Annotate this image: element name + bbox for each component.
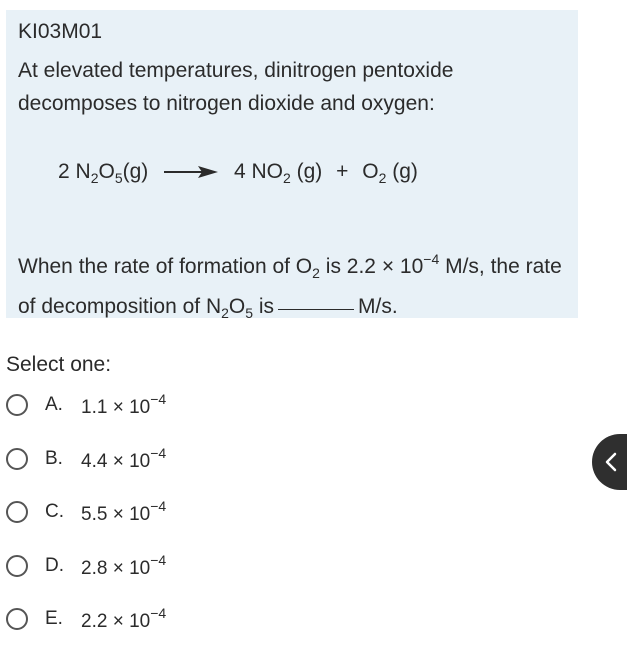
option-a[interactable]: A. $1.1 \times 10^{-4}$ — [6, 390, 166, 420]
reaction-arrow-icon — [162, 165, 220, 179]
radio-button[interactable] — [6, 608, 28, 630]
option-c[interactable]: C. $5.5 \times 10^{-4}$ — [6, 497, 166, 527]
question-prompt: When the rate of formation of $O_2$ is $2.2 \times 10^{-4}$ M/s, the rate of decomposition of $N_2O_5$ is M/s. — [18, 251, 562, 321]
radio-button[interactable] — [6, 394, 28, 416]
side-nav-toggle[interactable] — [592, 434, 627, 490]
radio-button[interactable] — [6, 448, 28, 470]
option-b[interactable]: B. $4.4 \times 10^{-4}$ — [6, 444, 166, 474]
option-d[interactable]: D. $2.8 \times 10^{-4}$ — [6, 551, 166, 581]
radio-button[interactable] — [6, 555, 28, 577]
select-label: Select one: — [6, 353, 112, 376]
answer-blank — [278, 309, 354, 310]
option-e[interactable]: E. $2.2 \times 10^{-4}$ — [6, 604, 166, 634]
question-box — [6, 10, 578, 321]
question-intro: At elevated temperatures, dinitrogen pentoxide decomposes to nitrogen dioxide and oxygen: — [18, 59, 454, 115]
chevron-left-icon — [602, 451, 620, 473]
question-id: KI03M01 — [18, 20, 103, 43]
chemical-equation: 2 $N_2O_5(g)$ 4 $NO_2$ $(g) + O_2$ (g) — [58, 160, 418, 186]
radio-button[interactable] — [6, 501, 28, 523]
